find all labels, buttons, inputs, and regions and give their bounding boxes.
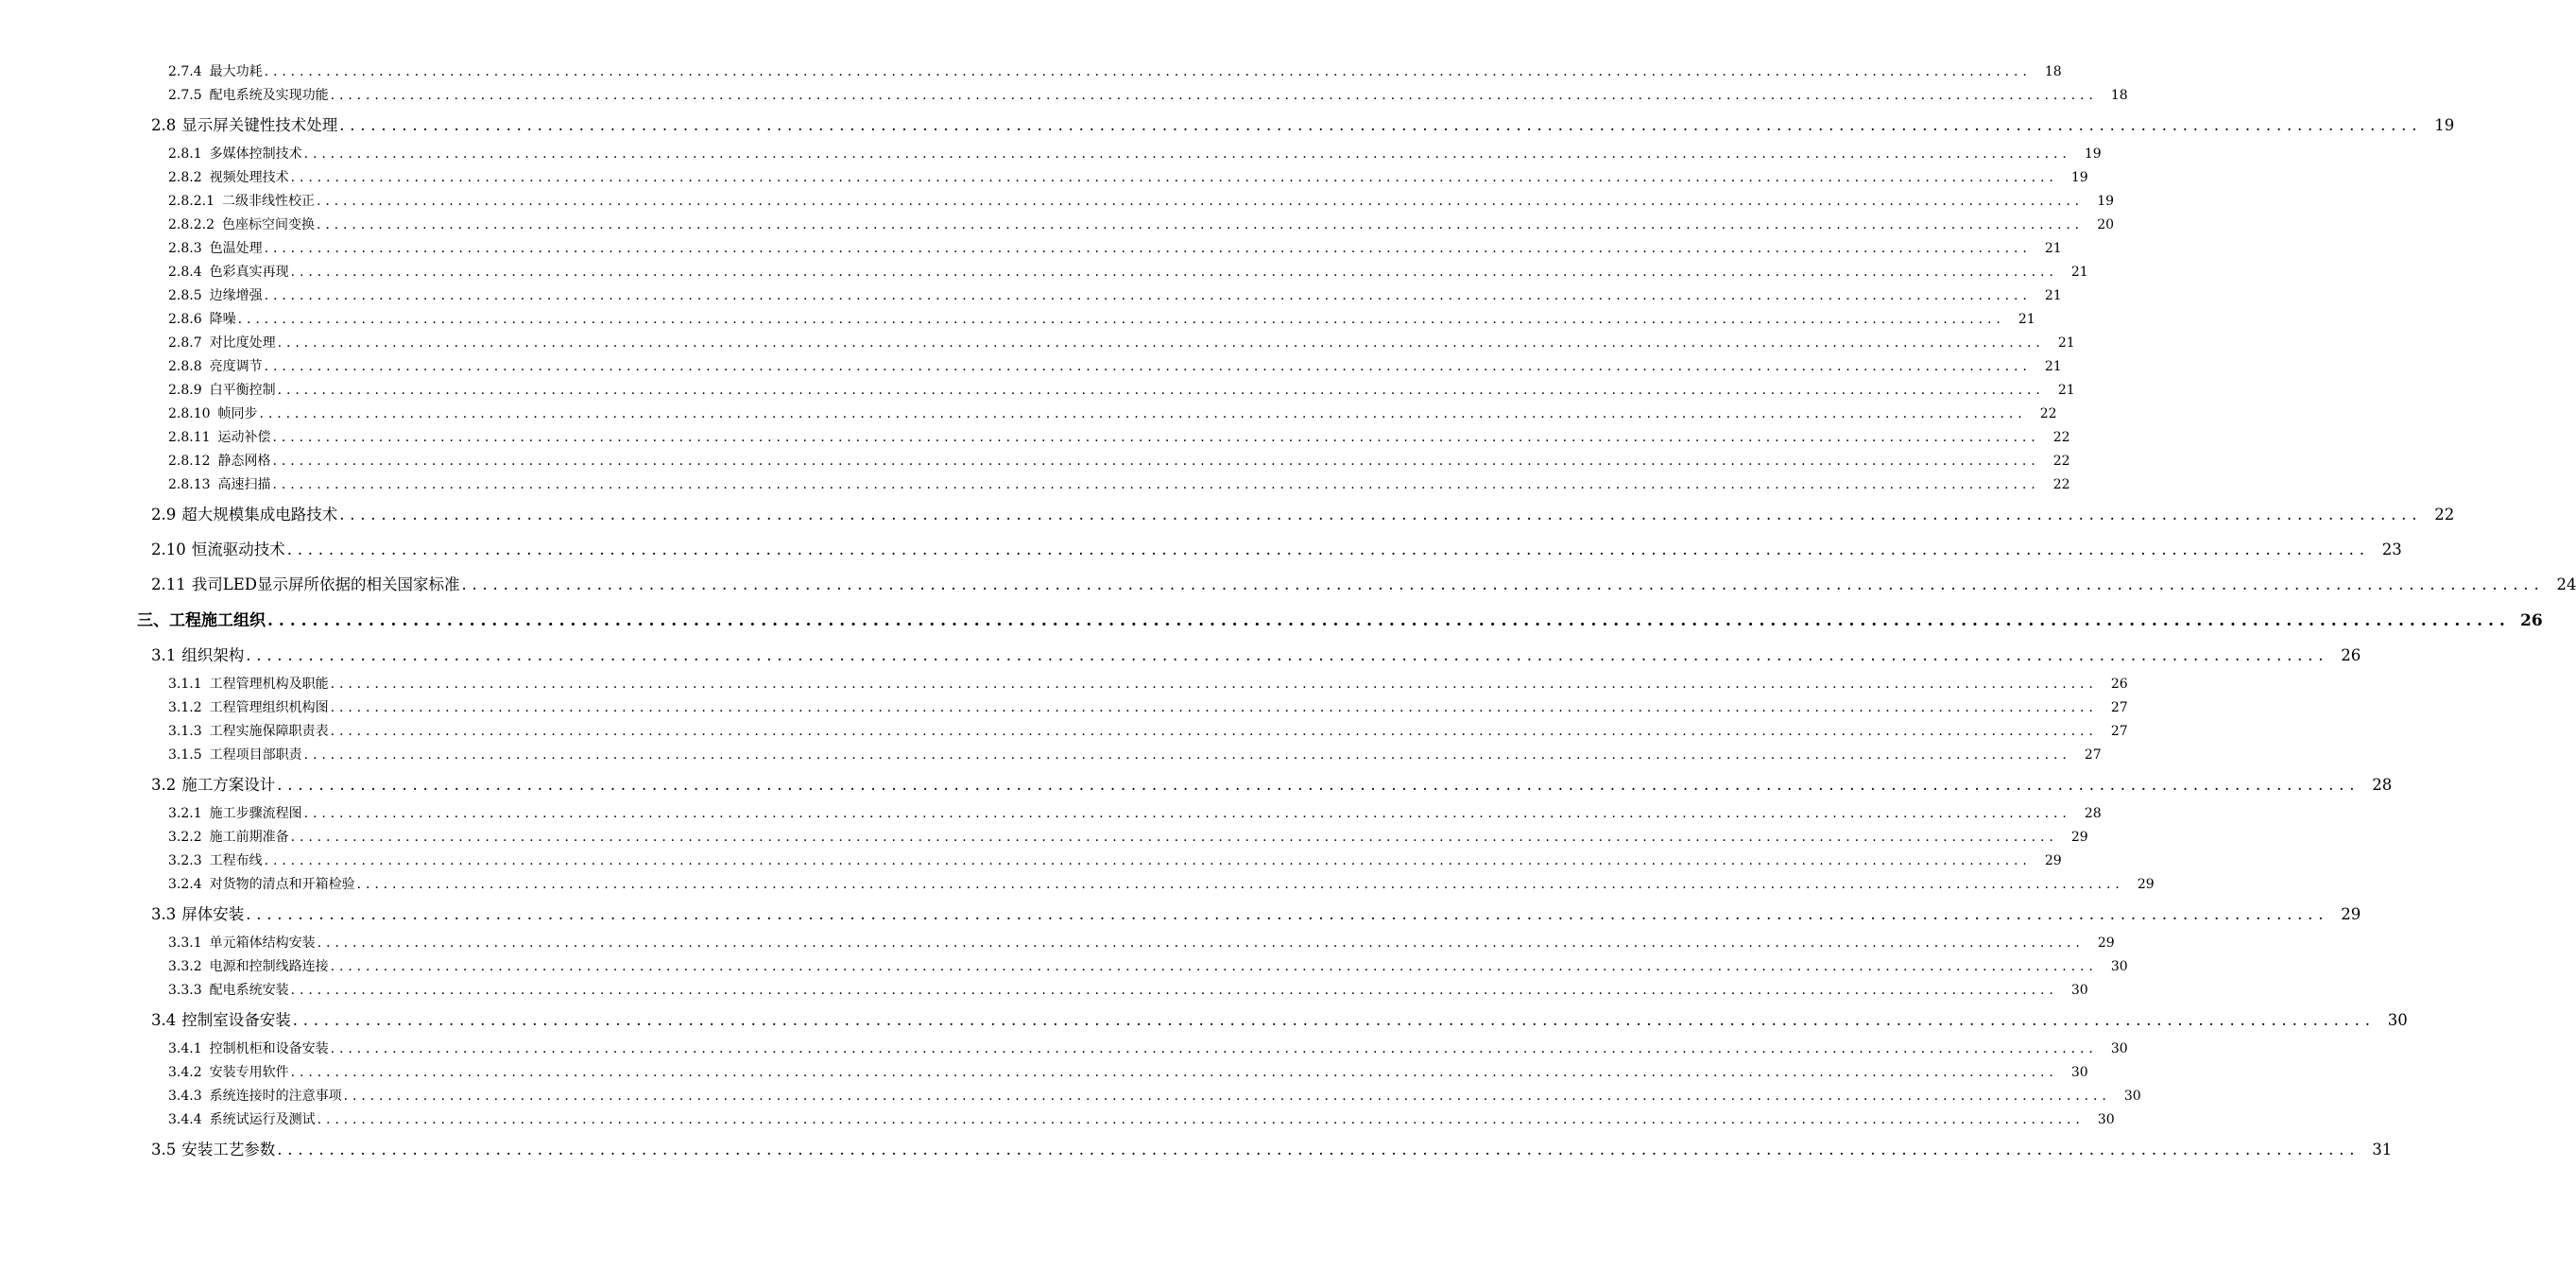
dot-leader: ........................................................................................................................................................................................................ [292, 1011, 2376, 1029]
toc-entry-number: 3.4.4 [168, 1112, 202, 1127]
toc-entry[interactable] [137, 607, 2543, 630]
dot-leader: ........................................................................................................................................................................................................ [264, 288, 2032, 303]
toc-entry-title: 静态网格 [217, 454, 271, 469]
toc-entry-page: 27 [2110, 700, 2128, 715]
toc-entry[interactable] [151, 1007, 2408, 1030]
toc-entry-page: 22 [2052, 477, 2070, 492]
dot-leader: ........................................................................................................................................................................................................ [290, 265, 2058, 280]
dot-leader: ........................................................................................................................................................................................................ [290, 170, 2058, 185]
toc-entry-title: 系统试运行及测试 [209, 1112, 316, 1127]
toc-entry-title: 工程项目部职责 [209, 747, 302, 763]
toc-entry-page: 29 [2070, 830, 2088, 845]
toc-entry-title: 组织架构 [181, 646, 245, 664]
toc-entry-number: 2.8.6 [168, 312, 202, 327]
toc-entry-title: 屏体安装 [181, 905, 245, 923]
toc-entry-title: 亮度调节 [209, 359, 263, 374]
dot-leader: ........................................................................................................................................................................................................ [290, 830, 2058, 845]
toc-entry-page: 26 [2110, 677, 2128, 692]
toc-entry[interactable] [168, 215, 2115, 233]
toc-entry-page: 30 [2070, 1065, 2088, 1080]
dot-leader: ........................................................................................................................................................................................................ [277, 1141, 2361, 1158]
toc-entry-title: 控制室设备安装 [181, 1011, 291, 1029]
toc-entry-page: 30 [2097, 1112, 2115, 1127]
toc-entry-page: 21 [2018, 312, 2035, 327]
toc-entry-page: 27 [2110, 724, 2128, 739]
toc-entry-number: 2.10 [151, 541, 186, 558]
toc-entry-number: 2.8.8 [168, 359, 202, 374]
dot-leader: ........................................................................................................................................................................................................ [246, 646, 2329, 664]
toc-entry-title: 我司LED显示屏所依据的相关国家标准 [191, 575, 460, 593]
dot-leader: ........................................................................................................................................................................................................ [343, 1089, 2111, 1104]
dot-leader: ........................................................................................................................................................................................................ [303, 747, 2071, 763]
dot-leader: ........................................................................................................................................................................................................ [330, 1041, 2098, 1056]
toc-entry-page: 27 [2084, 747, 2102, 763]
toc-entry[interactable] [151, 643, 2361, 665]
dot-leader: ........................................................................................................................................................................................................ [237, 312, 2005, 327]
toc-entry-number: 2.8.1 [168, 146, 202, 162]
toc-entry-title: 色温处理 [209, 241, 263, 256]
toc-entry-title: 工程实施保障职责表 [209, 724, 329, 739]
dot-leader: ........................................................................................................................................................................................................ [272, 477, 2040, 492]
toc-entry-number: 3.3.2 [168, 959, 202, 974]
toc-entry-page: 24 [2556, 575, 2576, 593]
dot-leader: ........................................................................................................................................................................................................ [277, 383, 2045, 398]
toc-entry-page: 29 [2341, 905, 2361, 923]
toc-entry-page: 22 [2039, 406, 2057, 421]
toc-entry-title: 施工步骤流程图 [209, 806, 302, 821]
dot-leader: ........................................................................................................................................................................................................ [246, 905, 2329, 923]
toc-entry-page: 30 [2070, 983, 2088, 998]
dot-leader: ........................................................................................................................................................................................................ [267, 611, 2511, 630]
toc-entry[interactable] [151, 772, 2393, 795]
dot-leader: ........................................................................................................................................................................................................ [330, 959, 2098, 974]
dot-leader: ........................................................................................................................................................................................................ [264, 359, 2032, 374]
dot-leader: ........................................................................................................................................................................................................ [303, 806, 2071, 821]
toc-entry-page: 18 [2044, 64, 2062, 79]
dot-leader: ........................................................................................................................................................................................................ [316, 217, 2085, 232]
toc-entry[interactable] [168, 403, 2057, 422]
toc-entry-title: 控制机柜和设备安装 [209, 1041, 329, 1056]
toc-entry-number: 2.8 [151, 116, 177, 134]
toc-entry-page: 21 [2044, 288, 2062, 303]
toc-entry-number: 2.8.5 [168, 288, 202, 303]
toc-entry-page: 26 [2341, 646, 2361, 664]
toc-entry-title: 白平衡控制 [209, 383, 276, 398]
toc-entry-page: 23 [2381, 541, 2402, 558]
toc-entry-title: 安装专用软件 [209, 1065, 289, 1080]
toc-entry-title: 工程布线 [209, 853, 263, 868]
toc-entry[interactable] [168, 238, 2062, 257]
toc-entry-title: 工程管理机构及职能 [209, 677, 329, 692]
toc-entry-title: 配电系统安装 [209, 983, 289, 998]
toc-entry-page: 19 [2084, 146, 2102, 162]
toc-entry-page: 29 [2097, 935, 2115, 951]
toc-entry-number: 2.7.4 [168, 64, 202, 79]
toc-entry-page: 30 [2110, 1041, 2128, 1056]
toc-entry-number: 3.5 [151, 1141, 177, 1158]
toc-entry-number: 3.3 [151, 905, 177, 923]
toc-entry[interactable] [168, 61, 2062, 80]
toc-entry-title: 色彩真实再现 [209, 265, 289, 280]
toc-entry[interactable] [168, 874, 2155, 893]
toc-entry-title: 电源和控制线路连接 [209, 959, 329, 974]
dot-leader: ........................................................................................................................................................................................................ [272, 454, 2040, 469]
toc-entry-number: 2.8.4 [168, 265, 202, 280]
toc-entry-title: 降噪 [209, 312, 236, 327]
toc-entry[interactable] [151, 572, 2576, 594]
toc-entry[interactable] [168, 1109, 2115, 1128]
toc-entry[interactable] [168, 1062, 2088, 1081]
dot-leader: ........................................................................................................................................................................................................ [316, 194, 2085, 209]
toc-entry-page: 30 [2387, 1011, 2408, 1029]
toc-entry-title: 运动补偿 [217, 430, 271, 445]
toc-entry-number: 3.1.2 [168, 700, 202, 715]
toc-entry[interactable] [151, 112, 2455, 135]
toc-entry-title: 视频处理技术 [209, 170, 289, 185]
toc-entry[interactable] [168, 803, 2102, 822]
toc-entry[interactable] [168, 474, 2070, 493]
dot-leader: ........................................................................................................................................................................................................ [317, 1112, 2085, 1127]
toc-entry-page: 29 [2137, 877, 2155, 892]
toc-entry[interactable] [168, 191, 2115, 210]
toc-entry-title: 超大规模集成电路技术 [181, 506, 338, 523]
dot-leader: ........................................................................................................................................................................................................ [461, 575, 2545, 593]
toc-entry[interactable] [168, 674, 2128, 693]
toc-entry-page: 18 [2110, 88, 2128, 103]
toc-entry-number: 3.3.3 [168, 983, 202, 998]
toc-entry-number: 3.2.4 [168, 877, 202, 892]
toc-entry[interactable] [168, 721, 2128, 740]
toc-entry-number: 3.2 [151, 776, 177, 794]
dot-leader: ........................................................................................................................................................................................................ [259, 406, 2027, 421]
toc-entry-number: 3.3.1 [168, 935, 202, 951]
toc-entry-page: 21 [2070, 265, 2088, 280]
toc-entry-title: 帧同步 [217, 406, 258, 421]
toc-entry-page: 19 [2097, 194, 2115, 209]
toc-entry-number: 2.8.3 [168, 241, 202, 256]
toc-entry-number: 2.8.2 [168, 170, 202, 185]
toc-entry-page: 21 [2044, 241, 2062, 256]
toc-entry-title: 三、工程施工组织 [137, 611, 266, 630]
toc-entry[interactable] [168, 1086, 2141, 1105]
toc-entry-number: 3.2.1 [168, 806, 202, 821]
toc-entry-number: 3.2.3 [168, 853, 202, 868]
toc-entry-number: 2.11 [151, 575, 186, 593]
toc-entry[interactable] [168, 956, 2128, 975]
toc-entry-page: 21 [2057, 335, 2075, 351]
dot-leader: ........................................................................................................................................................................................................ [264, 853, 2032, 868]
toc-entry[interactable] [168, 427, 2070, 446]
dot-leader: ........................................................................................................................................................................................................ [356, 877, 2124, 892]
dot-leader: ........................................................................................................................................................................................................ [286, 541, 2370, 558]
toc-entry-title: 施工前期准备 [209, 830, 289, 845]
toc-entry-page: 19 [2434, 116, 2455, 134]
toc-entry-number: 2.8.9 [168, 383, 202, 398]
toc-entry-page: 21 [2057, 383, 2075, 398]
toc-entry-title: 工程管理组织机构图 [209, 700, 329, 715]
toc-entry-number: 2.8.2.2 [168, 217, 215, 232]
dot-leader: ........................................................................................................................................................................................................ [339, 506, 2423, 523]
toc-entry-title: 高速扫描 [217, 477, 271, 492]
toc-entry-title: 边缘增强 [209, 288, 263, 303]
dot-leader: ........................................................................................................................................................................................................ [330, 700, 2098, 715]
toc-entry[interactable] [168, 380, 2075, 399]
dot-leader: ........................................................................................................................................................................................................ [290, 983, 2058, 998]
dot-leader: ........................................................................................................................................................................................................ [330, 88, 2098, 103]
toc-entry-number: 3.1 [151, 646, 177, 664]
toc-entry-title: 对比度处理 [209, 335, 276, 351]
toc-entry-title: 二级非线性校正 [221, 194, 315, 209]
toc-entry-number: 2.8.10 [168, 406, 211, 421]
toc-entry-title: 最大功耗 [209, 64, 263, 79]
toc-entry-page: 28 [2372, 776, 2393, 794]
toc-entry[interactable] [168, 451, 2070, 470]
toc-entry-title: 恒流驱动技术 [191, 541, 285, 558]
toc-entry-page: 22 [2434, 506, 2455, 523]
toc-entry-number: 3.4.3 [168, 1089, 202, 1104]
toc-entry-number: 3.4 [151, 1011, 177, 1029]
toc-entry-title: 施工方案设计 [181, 776, 276, 794]
toc-entry[interactable] [168, 933, 2115, 952]
toc-entry[interactable] [168, 285, 2062, 304]
toc-entry[interactable] [168, 144, 2102, 163]
toc-entry-number: 3.1.5 [168, 747, 202, 763]
toc-entry-number: 2.8.7 [168, 335, 202, 351]
toc-entry-page: 19 [2070, 170, 2088, 185]
toc-entry-number: 2.8.12 [168, 454, 211, 469]
toc-entry-number: 2.8.2.1 [168, 194, 215, 209]
toc-entry-title: 系统连接时的注意事项 [209, 1089, 342, 1104]
toc-entry[interactable] [168, 333, 2075, 352]
dot-leader: ........................................................................................................................................................................................................ [303, 146, 2071, 162]
toc-entry-number: 3.1.3 [168, 724, 202, 739]
toc-entry[interactable] [168, 827, 2088, 846]
toc-entry[interactable] [168, 850, 2062, 869]
toc-entry[interactable] [151, 901, 2361, 924]
toc-entry-page: 31 [2372, 1141, 2393, 1158]
dot-leader: ........................................................................................................................................................................................................ [330, 677, 2098, 692]
toc-entry-page: 29 [2044, 853, 2062, 868]
toc-entry-page: 22 [2052, 454, 2070, 469]
toc-entry[interactable] [168, 980, 2088, 999]
toc-entry-page: 30 [2123, 1089, 2141, 1104]
toc-entry-title: 安装工艺参数 [181, 1141, 276, 1158]
toc-entry[interactable] [168, 697, 2128, 716]
toc-entry-number: 2.9 [151, 506, 177, 523]
toc-entry[interactable] [168, 309, 2035, 328]
toc-entry[interactable] [168, 356, 2062, 375]
toc-entry-number: 3.2.2 [168, 830, 202, 845]
toc-entry-number: 2.8.11 [168, 430, 211, 445]
dot-leader: ........................................................................................................................................................................................................ [264, 64, 2032, 79]
toc-entry-number: 3.4.2 [168, 1065, 202, 1080]
toc-entry-page: 28 [2084, 806, 2102, 821]
toc-entry-page: 20 [2097, 217, 2115, 232]
toc-entry[interactable] [168, 1038, 2128, 1057]
dot-leader: ........................................................................................................................................................................................................ [264, 241, 2032, 256]
toc-entry[interactable] [151, 1137, 2393, 1159]
toc-entry[interactable] [168, 167, 2088, 186]
toc-entry-number: 2.8.13 [168, 477, 211, 492]
toc-entry-title: 色座标空间变换 [221, 217, 315, 232]
toc-entry-title: 单元箱体结构安装 [209, 935, 316, 951]
toc-entry[interactable] [168, 85, 2128, 104]
toc-entry-title: 多媒体控制技术 [209, 146, 302, 162]
toc-entry-page: 21 [2044, 359, 2062, 374]
dot-leader: ........................................................................................................................................................................................................ [317, 935, 2085, 951]
toc-entry-title: 对货物的清点和开箱检验 [209, 877, 355, 892]
dot-leader: ........................................................................................................................................................................................................ [277, 776, 2361, 794]
toc-entry-number: 3.4.1 [168, 1041, 202, 1056]
dot-leader: ........................................................................................................................................................................................................ [330, 724, 2098, 739]
toc-entry-number: 2.7.5 [168, 88, 202, 103]
toc-entry-page: 26 [2520, 611, 2543, 630]
toc-entry[interactable] [168, 262, 2088, 281]
dot-leader: ........................................................................................................................................................................................................ [277, 335, 2045, 351]
toc-entry[interactable] [168, 745, 2102, 764]
toc-entry-title: 配电系统及实现功能 [209, 88, 329, 103]
toc-entry-page: 30 [2110, 959, 2128, 974]
toc-entry[interactable] [151, 502, 2455, 524]
toc-entry-page: 22 [2052, 430, 2070, 445]
dot-leader: ........................................................................................................................................................................................................ [272, 430, 2040, 445]
toc-entry[interactable] [151, 537, 2402, 559]
dot-leader: ........................................................................................................................................................................................................ [290, 1065, 2058, 1080]
dot-leader: ........................................................................................................................................................................................................ [339, 116, 2423, 134]
toc-entry-number: 3.1.1 [168, 677, 202, 692]
toc-entry-title: 显示屏关键性技术处理 [181, 116, 338, 134]
